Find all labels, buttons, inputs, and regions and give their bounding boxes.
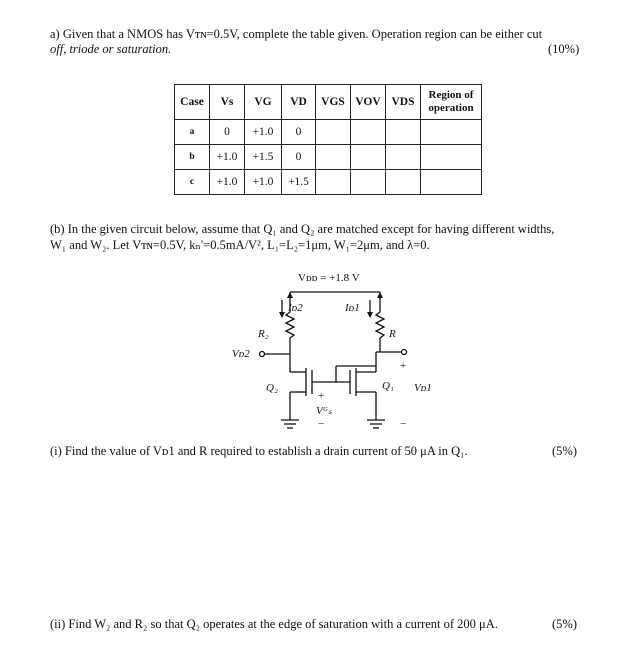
question-i-marks: (5%) [552,444,577,458]
question-i: (i) Find the value of Vᴅ1 and R required to establish a drain current of 50 μA in Q₁. [50,444,468,458]
vgs-label: Vᴳₛ [316,405,332,417]
vgs-minus: − [318,418,325,430]
cell-case: a [175,120,210,145]
cell-vs: +1.0 [210,170,245,195]
th-vds: VDS [386,85,421,120]
part-a-line2: off, triode or saturation. [50,42,172,56]
q1-label: Q₁ [382,380,394,392]
vd2-label: Vᴅ2 [232,348,250,360]
cell-case: c [175,170,210,195]
r-resistor [376,312,384,338]
vd1-minus: − [400,418,407,430]
th-vgs: VGS [316,85,351,120]
q2-label: Q₂ [266,382,278,394]
cell-vd: 0 [282,145,316,170]
id2-label: Iᴅ2 [288,302,303,314]
cell-vd: +1.5 [282,170,316,195]
r2-label: R₂ [258,328,269,340]
r2-resistor [286,312,294,338]
th-vg: VG [245,85,282,120]
th-case: Case [175,85,210,120]
th-region: Region of operation [421,85,482,120]
cell-vg: +1.5 [245,145,282,170]
cell-vs: 0 [210,120,245,145]
vgs-plus: + [318,390,325,402]
question-ii-marks: (5%) [552,617,577,631]
th-vs: Vs [210,85,245,120]
id1-label: Iᴅ1 [345,302,360,314]
th-vd: VD [282,85,316,120]
part-b-line2: W₁ and W₂. Let Vᴛɴ=0.5V, kₙ'=0.5mA/V², L₁=L₂=1μm, W₁=2μm, and λ=0. [50,238,430,252]
part-a-marks: (10%) [548,42,580,56]
r-label: R [389,328,396,340]
vd1-plus: + [400,360,407,372]
vdd-arrow-right [377,292,383,298]
vdd-arrow-left [287,292,293,298]
question-ii: (ii) Find W₂ and R₂ so that Q₂ operates at the edge of saturation with a current of 200 μA. [50,617,498,631]
vd2-terminal [260,352,265,357]
id2-arrowhead [279,312,285,318]
cell-vg: +1.0 [245,170,282,195]
part-b-line1: (b) In the given circuit below, assume that Q₁ and Q₂ are matched except for having different widths, [50,222,555,236]
part-a-line1: a) Given that a NMOS has Vᴛɴ=0.5V, complete the table given. Operation region can be either cut [50,27,543,41]
id1-arrowhead [367,312,373,318]
vdd-label: Vᴅᴅ = +1.8 V [298,272,360,284]
cell-vs: +1.0 [210,145,245,170]
vd1-label: Vᴅ1 [414,382,432,394]
cell-vg: +1.0 [245,120,282,145]
th-vov: VOV [351,85,386,120]
cell-vd: 0 [282,120,316,145]
vd1-terminal [402,350,407,355]
cell-case: b [175,145,210,170]
